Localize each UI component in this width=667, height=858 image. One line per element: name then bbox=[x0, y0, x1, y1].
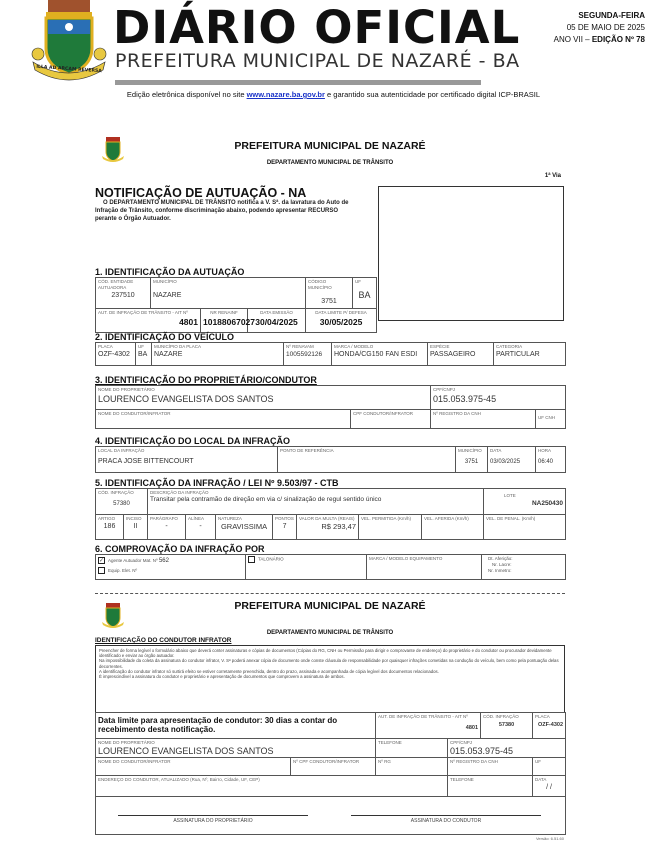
edition-info bbox=[554, 10, 645, 46]
section-1-title: 1. IDENTIFICAÇÃO DA AUTUAÇÃO bbox=[95, 267, 245, 277]
owner-signature-label: ASSINATURA DO PROPRIETÁRIO bbox=[173, 818, 253, 824]
evidence-table bbox=[95, 554, 566, 580]
defense-deadline: 30/05/2025 bbox=[319, 317, 363, 327]
label: Nº RENAVAM bbox=[286, 344, 314, 349]
instruction: É imprescindível a assinatura do condutor e proprietário e apresentação de documentos que comprovem a assinatura de ambos. bbox=[99, 674, 345, 680]
label: TELEFONE bbox=[378, 740, 402, 745]
label: UF bbox=[355, 279, 362, 284]
label: DATA LIMITE P/ DEFESA bbox=[315, 310, 367, 315]
weekday: SEGUNDA-FEIRA bbox=[578, 11, 645, 20]
article: 186 bbox=[103, 523, 116, 530]
owner-name: LOURENCO EVANGELISTA DOS SANTOS bbox=[98, 394, 274, 404]
label: LOTE bbox=[504, 493, 516, 498]
label: LOCAL DA INFRAÇÃO bbox=[98, 448, 145, 453]
label: ESPÉCIE bbox=[430, 344, 450, 349]
address-window bbox=[378, 186, 564, 321]
label: CPF/CNPJ bbox=[450, 740, 473, 745]
label: NOME DO PROPRIETÁRIO bbox=[98, 740, 155, 745]
notification-heading: NOTIFICAÇÃO DE AUTUAÇÃO - NA bbox=[95, 186, 307, 200]
talonario-label: TALONÁRIO bbox=[258, 556, 284, 562]
municipality-code: 3751 bbox=[321, 298, 337, 305]
label: PARÁGRAFO bbox=[150, 516, 178, 521]
infraction-description: Transitar pela contramão de direção em via c/ sinalização de regul sentido único bbox=[150, 496, 382, 503]
newspaper-title: DIÁRIO OFICIAL bbox=[113, 1, 521, 54]
label: PLACA bbox=[98, 344, 113, 349]
infraction-time: 06:40 bbox=[538, 459, 554, 465]
label: CÓDIGO MUNICÍPIO bbox=[308, 279, 332, 290]
label: UF CNH bbox=[538, 415, 556, 420]
label: AUT. DE INFRAÇÃO DE TRÂNSITO - AIT Nº bbox=[378, 714, 468, 719]
label: VEL. PERMITIDA (Km/h) bbox=[361, 516, 412, 521]
label: CPF/CNPJ bbox=[433, 387, 456, 392]
owner-cpf: 015.053.975-45 bbox=[433, 394, 497, 404]
label: VEL. DE PENAL. (Km/h) bbox=[486, 516, 536, 521]
form-department: DEPARTAMENTO MUNICIPAL DE TRÂNSITO bbox=[266, 160, 394, 166]
agent-registration: 562 bbox=[158, 558, 169, 564]
label: DESCRIÇÃO DA INFRAÇÃO bbox=[150, 490, 209, 495]
species: PASSAGEIRO bbox=[430, 351, 476, 358]
equipment-label: Equip. Elet. Nº bbox=[108, 568, 138, 573]
section-2-title: 2. IDENTIFICAÇÃO DO VEÍCULO bbox=[95, 332, 235, 342]
plate: OZF-4302 bbox=[537, 722, 564, 728]
driver-id-table bbox=[95, 712, 566, 835]
year: ANO VII – bbox=[553, 35, 592, 44]
label: INCISO bbox=[126, 516, 142, 521]
agent-label: Agente Autuador Mat. Nº bbox=[108, 558, 158, 563]
label: MUNICÍPIO DA PLACA bbox=[154, 344, 202, 349]
form2-department: DEPARTAMENTO MUNICIPAL DE TRÂNSITO bbox=[266, 630, 394, 636]
site-link[interactable]: www.nazare.ba.gov.br bbox=[246, 90, 325, 99]
label: MARCA / MODELO bbox=[334, 344, 374, 349]
location-table bbox=[95, 446, 566, 473]
label: NOME DO PROPRIETÁRIO bbox=[98, 387, 155, 392]
state: BA bbox=[358, 290, 371, 300]
issue-date: 30/04/2025 bbox=[255, 317, 298, 327]
agent-checkbox[interactable]: ✓ bbox=[99, 558, 105, 565]
date-blank[interactable]: / / bbox=[546, 784, 552, 791]
inmetro-label: Nr. Inmetro: bbox=[488, 568, 512, 573]
batch: NA250430 bbox=[531, 500, 564, 507]
category: PARTICULAR bbox=[496, 351, 540, 358]
copy-label: 1ª Via bbox=[544, 173, 561, 179]
label: Nº REGISTRO DA CNH bbox=[433, 411, 481, 416]
section-4-title: 4. IDENTIFICAÇÃO DO LOCAL DA INFRAÇÃO bbox=[95, 436, 290, 446]
section-3-title: 3. IDENTIFICAÇÃO DO PROPRIETÁRIO/CONDUTOR bbox=[95, 375, 317, 385]
label: VALOR DA MULTA (REAIS) bbox=[299, 516, 355, 521]
label: Nº CPF CONDUTOR/INFRATOR bbox=[293, 759, 360, 764]
subclause: - bbox=[199, 523, 202, 530]
label: NOME DO CONDUTOR/INFRATOR bbox=[98, 411, 171, 416]
plate-state: BA bbox=[138, 351, 148, 358]
label: NR RENAINF bbox=[210, 310, 238, 315]
label: ALÍNEA bbox=[188, 516, 205, 521]
label: UF bbox=[138, 344, 144, 349]
label: MARCA / MODELO EQUIPAMENTO bbox=[369, 556, 443, 561]
make-model: HONDA/CG150 FAN ESDI bbox=[334, 351, 418, 358]
label: CATEGORIA bbox=[496, 344, 523, 349]
label: DATA EMISSÃO bbox=[260, 310, 293, 315]
renavam: 1005592126 bbox=[286, 351, 323, 358]
section-5-title: 5. IDENTIFICAÇÃO DA INFRAÇÃO / LEI Nº 9.503/97 - CTB bbox=[95, 478, 339, 488]
vehicle-table bbox=[95, 342, 566, 366]
instruction: Na impossibilidade da coleta da assinatura do condutor infrator, V. Sª poderá anexar cópia de documento onde conste cláusula de responsabilidade por quaisquer infrações cometidas na condução do veículo, bem como pela pontuação delas decorrentes. bbox=[99, 658, 559, 669]
label: CÓD. INFRAÇÃO bbox=[98, 490, 134, 495]
label: PONTO DE REFERÊNCIA bbox=[280, 448, 334, 453]
entity-code: 237510 bbox=[111, 292, 135, 299]
instruction: A identificação do condutor infrator só surtirá efeito se estiver corretamente preenchida, dentro do prazo, assinada e acompanhada de cópia legível dos documentos relacionados. bbox=[99, 668, 439, 674]
label: PLACA bbox=[535, 714, 550, 719]
label: VEL. AFERIDA (Km/h) bbox=[424, 516, 469, 521]
label: Nº RG bbox=[378, 759, 391, 764]
label: CÓD. ENTIDADE AUTUADORA bbox=[98, 279, 134, 290]
label: NATUREZA bbox=[218, 516, 242, 521]
infraction-date: 03/03/2025 bbox=[490, 459, 521, 465]
newspaper-subtitle: PREFEITURA MUNICIPAL DE NAZARÉ - BA bbox=[115, 50, 520, 72]
edition-notice bbox=[0, 90, 667, 99]
deadline-notice: Data limite para apresentação de condutor: 30 dias a contar do recebimento desta notificação. bbox=[96, 713, 376, 739]
instruction: Preencher de forma legível o formulário abaixo que deverá conter assinaturas e cópias de documentos (Cópias do RG, CNH ou Permissão para dirigir e comprovante de endereço) do proprietário e do condutor ou procurador devidamente identificado e enviar ao órgão autuador. bbox=[99, 648, 552, 659]
infraction-code: 57380 bbox=[113, 501, 130, 507]
notice-text-2: e garantido sua autenticidade por certificado digital ICP-BRASIL bbox=[324, 90, 541, 99]
issue-date: 05 DE MAIO DE 2025 bbox=[566, 23, 645, 32]
label: UF bbox=[535, 759, 542, 764]
logo-motto: ILLA AD ARCAM REVERSA bbox=[36, 64, 102, 75]
equipment-checkbox[interactable] bbox=[98, 567, 105, 574]
paragraph: - bbox=[165, 523, 168, 530]
label: DATA bbox=[490, 448, 502, 453]
label: PONTOS bbox=[275, 516, 294, 521]
ait-number: 4801 bbox=[179, 317, 198, 327]
location-municipality: 3751 bbox=[464, 459, 479, 465]
autuacao-table bbox=[95, 277, 377, 333]
notice-text: Edição eletrônica disponível no site bbox=[126, 90, 247, 99]
cut-line bbox=[95, 593, 565, 594]
owner-cpf: 015.053.975-45 bbox=[450, 746, 514, 756]
label: HORA bbox=[538, 448, 552, 453]
severity: GRAVISSIMA bbox=[220, 522, 268, 531]
label: AUT. DE INFRAÇÃO DE TRÂNSITO - AIT Nº bbox=[98, 310, 188, 315]
owner-name: LOURENCO EVANGELISTA DOS SANTOS bbox=[98, 746, 274, 756]
points: 7 bbox=[282, 523, 287, 530]
instructions-box bbox=[95, 645, 565, 713]
seal-label: Nr. Lacre: bbox=[492, 562, 512, 567]
calibration-date-label: Dt. Aferição: bbox=[488, 556, 513, 561]
label: Nº REGISTRO DA CNH bbox=[450, 759, 498, 764]
label: TELEFONE bbox=[450, 777, 474, 782]
infraction-table bbox=[95, 488, 566, 540]
label: DATA bbox=[535, 777, 547, 782]
driver-signature-label: ASSINATURA DO CONDUTOR bbox=[410, 818, 482, 824]
label: NOME DO CONDUTOR/INFRATOR bbox=[98, 759, 171, 764]
talonario-checkbox[interactable] bbox=[248, 556, 255, 563]
infraction-code: 57380 bbox=[498, 722, 515, 728]
infraction-location: PRACA JOSE BITTENCOURT bbox=[98, 458, 194, 465]
edition-number: EDIÇÃO Nº 78 bbox=[591, 35, 645, 44]
driver-id-heading: IDENTIFICAÇÃO DO CONDUTOR INFRATOR bbox=[95, 637, 232, 644]
notification-intro: O DEPARTAMENTO MUNICIPAL DE TRÂNSITO notifica a V. Sª. da lavratura do Auto de Infração de Trânsito, conforme discriminação abaixo, podendo apresentar RECURSO perante o Órgão Autuador. bbox=[95, 200, 349, 222]
municipality: NAZARE bbox=[153, 292, 182, 299]
ait-number: 4801 bbox=[465, 725, 479, 731]
fine-amount: R$ 293,47 bbox=[321, 522, 357, 531]
owner-signature-line[interactable] bbox=[118, 815, 308, 824]
label: ENDEREÇO DO CONDUTOR, ATUALIZADO (Rua, Nº, Bairro, Cidade, UF, CEP) bbox=[98, 777, 260, 782]
label: MUNICÍPIO bbox=[458, 448, 482, 453]
label: CPF CONDUTOR/INFRATOR bbox=[353, 411, 414, 416]
plate: OZF-4302 bbox=[98, 351, 130, 358]
driver-signature-line[interactable] bbox=[351, 815, 541, 824]
form-title: PREFEITURA MUNICIPAL DE NAZARÉ bbox=[234, 140, 426, 152]
label: ARTIGO bbox=[98, 516, 116, 521]
title-divider bbox=[115, 80, 481, 85]
version: Versão: 6.51.60 bbox=[535, 836, 564, 841]
label: CÓD. INFRAÇÃO bbox=[483, 714, 519, 719]
owner-table bbox=[95, 385, 566, 429]
label: MUNICÍPIO bbox=[153, 279, 177, 284]
plate-municipality: NAZARE bbox=[154, 351, 183, 358]
section-6-title: 6. COMPROVAÇÃO DA INFRAÇÃO POR bbox=[95, 544, 265, 554]
renainf-number: 10188067027 bbox=[203, 317, 256, 327]
form2-title: PREFEITURA MUNICIPAL DE NAZARÉ bbox=[234, 600, 426, 612]
clause: II bbox=[133, 523, 138, 530]
